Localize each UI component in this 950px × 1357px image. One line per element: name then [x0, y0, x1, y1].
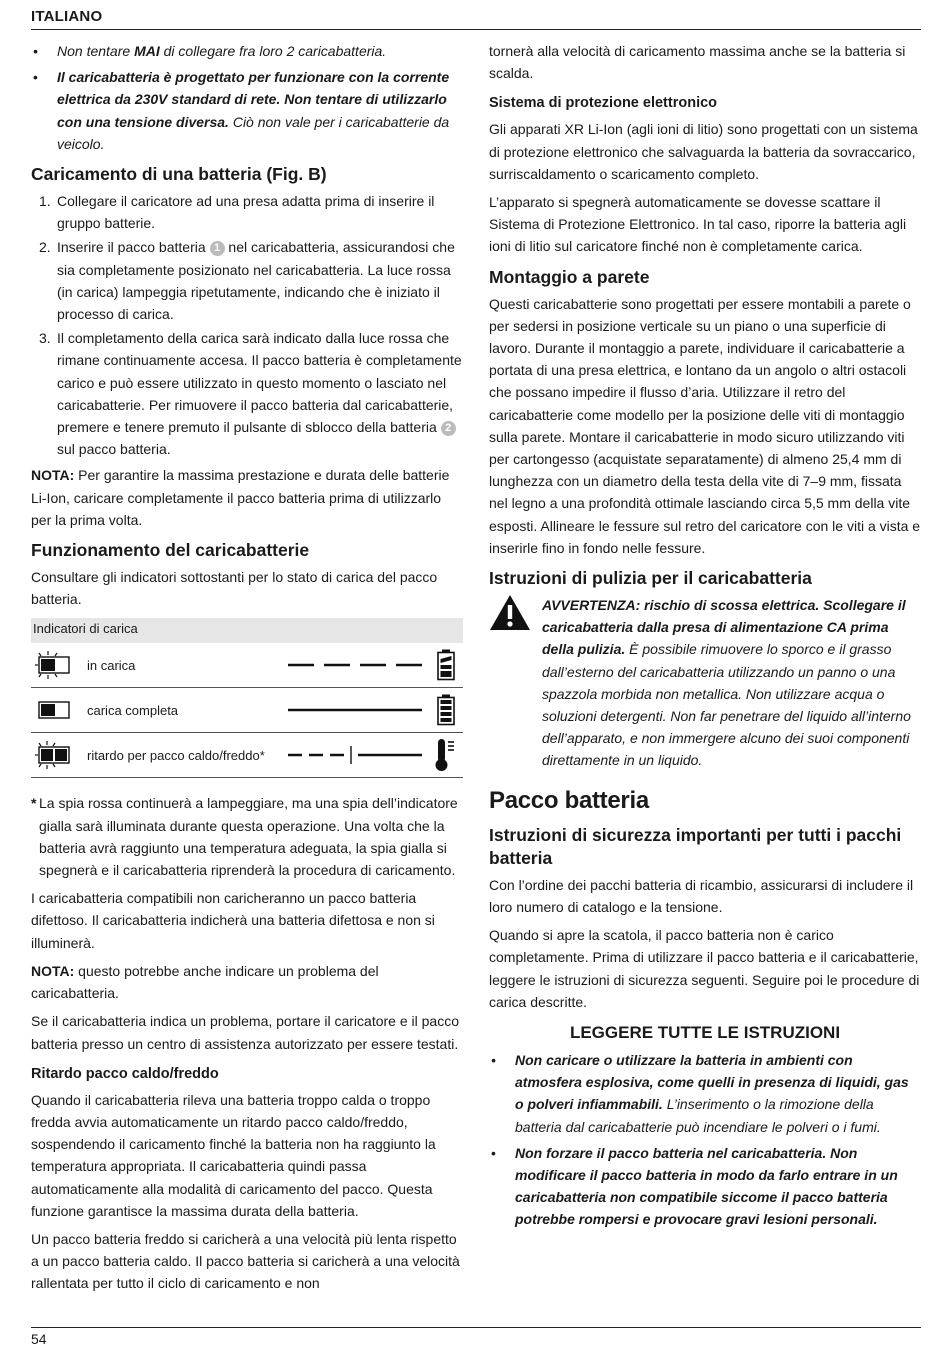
dashed-line-icon [288, 660, 423, 670]
safety-paragraph: Quando si apre la scatola, il pacco batteria non è carico completamente. Prima di utilizzare il pacco batteria e il caricabatterie, leggere le istruzioni di sicurezza seguenti. Seguire poi le procedure di carica descritte. [489, 927, 920, 1010]
charging-steps [31, 190, 463, 460]
section-heading-wall-mount: Montaggio a parete [489, 266, 650, 287]
blinking-led-icon [35, 650, 73, 680]
page-footer [31, 1327, 921, 1347]
step-item: 3. Il completamento della carica sarà indicato dalla luce rossa che rimane continuamente accesa. Il pacco batteria è completamente carico e può essere utilizzato in questo momento o lasciato nel caricabatterie. Per rimuovere il pacco batteria dal caricabatterie, premere e tenere premuto il pulsante di sblocco della batteria 2 sul pacco batteria. [39, 330, 462, 458]
bullet-item: • Non tentare MAI di collegare fra loro 2 caricabatteria. [31, 40, 463, 62]
section-heading-cleaning: Istruzioni di pulizia per il caricabatteria [489, 568, 812, 589]
battery-charging-icon [437, 649, 455, 681]
section-heading-safety: Istruzioni di sicurezza importanti per tutti i pacchi batteria [489, 824, 902, 868]
indicator-label: ritardo per pacco caldo/freddo* [87, 747, 265, 763]
indicator-row-charging [31, 643, 463, 688]
step-item: 1. Collegare il caricatore ad una presa adatta prima di inserire il gruppo batterie. [39, 193, 435, 232]
delay-paragraph: Quando il caricabatteria rileva una batteria troppo calda o troppo fredda avvia automaticamente un ritardo pacco caldo/freddo, sospendendo il caricamento finché la batteria non ha raggiunto la temperatura appropriata. Il caricabatteria quindi passa automaticamente alla modalità di caricamento del pacco. Questa funzione garantisce la massima durata della batteria. [31, 1091, 436, 1219]
section-heading-battery-pack: Pacco batteria [489, 786, 649, 814]
wall-mount-paragraph: Questi caricabatterie sono progettati per essere montabili a parete o per sedersi in posizione verticale su un piano o una superficie di lavoro. Durante il montaggio a parete, individuare il caricabatterie a portata di una presa elettrica, e lontano da un angolo o altri ostacoli che possano impedire il flusso d’aria. Utilizzare il retro del caricabatterie come modello per la posizione delle viti di montaggio sulla parete. Montare il caricabatterie in modo sicuro utilizzando viti per cartongesso (acquistate separatamente) di almeno 25,4 mm di lunghezza con un diametro della testa della vite di 7–9 mm, fissata nel legno a una profondità ottimale lasciando circa 5,5 mm della vite esposti. Allineare le fessure sul retro del caricatore con le viti a vista e inserirle fino in fondo nelle fessure. [489, 295, 921, 556]
continued-paragraph: tornerà alla velocità di caricamento massima anche se la batteria si scalda. [489, 43, 906, 82]
service-paragraph: Se il caricabatteria indica un problema, portare il caricatore e il pacco batteria presso un centro di assistenza autorizzato per essere testati. [31, 1013, 459, 1052]
page-header [31, 8, 921, 30]
read-instructions-heading: LEGGERE TUTTE LE ISTRUZIONI [569, 1022, 841, 1042]
operation-paragraph: Consultare gli indicatori sottostanti per lo stato di carica del pacco batteria. [31, 569, 438, 608]
bullet-item: • Non forzare il pacco batteria nel caricabatteria. Non modificare il pacco batteria in modo da farlo entrare in un caricabatteria non compatibile siccome il pacco batteria potrebbe rompersi e provocare gravi lesioni personali. [489, 1142, 921, 1231]
indicators-header: Indicatori di carica [31, 618, 463, 643]
charge-indicators-table [31, 618, 463, 778]
dual-led-icon [35, 740, 73, 770]
note-paragraph: NOTA: Per garantire la massima prestazione e durata delle batterie Li-Ion, caricare completamente il pacco batteria prima di utilizzarlo per la prima volta. [31, 467, 450, 528]
right-column [489, 40, 921, 1235]
defective-paragraph: I caricabatteria compatibili non caricheranno un pacco batteria difettoso. Il caricabatteria indicherà una batteria difettosa e non si illuminerà. [31, 890, 435, 951]
section-heading-charging: Caricamento di una batteria (Fig. B) [31, 164, 327, 185]
left-column [31, 40, 463, 1301]
step-item: 2. Inserire il pacco batteria 1 nel caricabatteria, assicurandosi che sia completamente posizionato nel caricabatteria. La luce rossa (in carica) lampeggia ripetutamente, indicando che è iniziato il processo di carica. [39, 239, 455, 323]
indicator-label: in carica [87, 657, 136, 673]
protection-paragraph: L’apparato si spegnerà automaticamente se dovesse scattare il Sistema di Protezione Elettronico. In tal caso, riporre la batteria agli ioni di litio sul caricatore finché non è completamente carica. [489, 194, 907, 255]
note-paragraph: NOTA: questo potrebbe anche indicare un problema del caricabatteria. [31, 962, 379, 1002]
indicator-row-hot-cold [31, 733, 463, 778]
warning-text: AVVERTENZA: rischio di scossa elettrica. Scollegare il caricabatteria dalla presa di alimentazione CA prima della pulizia. È possibile rimuovere lo sporco e il grasso dall’esterno del caricabatteria utilizzando un panno o una spazzola morbida non metallica. Non utilizzare acqua o soluzioni detergenti. Non far penetrare del liquido all’interno dell’apparato, e non immergere alcuno dei suoi componenti direttamente in un liquido. [542, 597, 911, 769]
bullet-item: • Non caricare o utilizzare la batteria in ambienti con atmosfera esplosiva, come quelli in presenza di liquidi, gas o polveri infiammabili. L’inserimento o la rimozione della batteria dal caricabatterie può incendiare le polveri o i fumi. [489, 1049, 921, 1138]
protection-paragraph: Gli apparati XR Li-Ion (agli ioni di litio) sono progettati con un sistema di protezione elettronico che salvaguarda la batteria da sovraccarico, surriscaldamento o scaricamento completo. [489, 121, 918, 182]
delay-paragraph: Un pacco batteria freddo si caricherà a una velocità più lenta rispetto a un pacco batteria caldo. Il pacco batteria si caricherà a una velocità rallentata per tutto il ciclo di caricamento e non [31, 1230, 460, 1292]
indicator-label: carica completa [87, 702, 179, 718]
dash-then-solid-line-icon [288, 745, 423, 765]
warning-block [489, 594, 921, 778]
thermometer-icon [435, 738, 455, 772]
indicator-row-charged [31, 688, 463, 733]
section-heading-protection: Sistema di protezione elettronico [489, 95, 718, 112]
section-heading-delay: Ritardo pacco caldo/freddo [31, 1065, 219, 1082]
section-heading-operation: Funzionamento del caricabatterie [31, 540, 310, 561]
page-number: 54 [31, 1331, 47, 1347]
callout-badge: 1 [210, 241, 225, 256]
language-label: ITALIANO [31, 8, 103, 25]
battery-full-icon [437, 694, 455, 726]
warning-triangle-icon [489, 594, 531, 632]
callout-badge: 2 [441, 421, 456, 436]
footnote: * La spia rossa continuerà a lampeggiare, ma una spia dell’indicatore gialla sarà illuminata durante questa operazione. Una volta che la batteria avrà raggiunto una temperatura adeguata, la spia gialla si spegnerà e il caricabatteria riprenderà la procedura di caricamento. [31, 795, 458, 879]
bullet-item: • Il caricabatteria è progettato per funzionare con la corrente elettrica da 230V standard di rete. Non tentare di utilizzarlo con una tensione diversa. Ciò non vale per i caricabatterie da veicolo. [31, 66, 463, 155]
safety-paragraph: Con l’ordine dei pacchi batteria di ricambio, assicurarsi di includere il loro numero di catalogo e la tensione. [489, 876, 914, 915]
steady-led-icon [35, 695, 73, 725]
solid-line-icon [288, 705, 423, 715]
